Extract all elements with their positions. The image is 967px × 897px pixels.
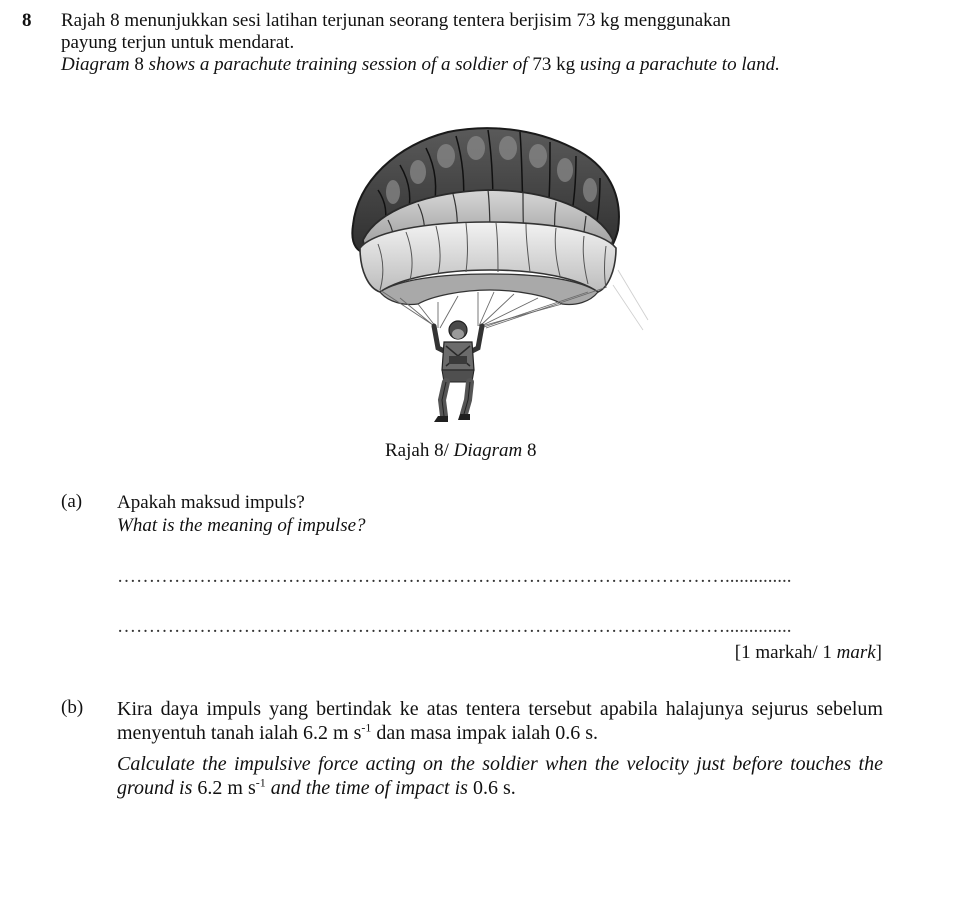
parachute-diagram — [318, 120, 654, 430]
caption-malay: Rajah 8/ — [385, 440, 449, 461]
answer-line-2[interactable]: …………………………………………………………………………………….............. — [117, 616, 792, 637]
intro-en-c: shows a parachute training session of a soldier of — [148, 54, 528, 75]
caption-number: 8 — [526, 440, 537, 461]
marks-close: ] — [875, 642, 882, 663]
intro-en-b: 8 — [134, 54, 144, 75]
intro-english — [61, 54, 881, 76]
soldier-figure — [434, 321, 482, 422]
part-b-english-value-2: 0.6 s. — [467, 777, 516, 799]
answer-line-1[interactable]: …………………………………………………………………………………….............. — [117, 566, 792, 587]
caption-english: Diagram — [453, 440, 523, 461]
part-a-malay: Apakah maksud impuls? — [117, 492, 305, 513]
part-a-question — [117, 491, 883, 537]
intro-en-a: Diagram — [61, 54, 130, 75]
canopy-inner — [360, 222, 616, 305]
part-b-malay-sup: -1 — [361, 720, 372, 735]
part-b-malay-text-2: dan masa impak ialah 0.6 s. — [371, 722, 599, 744]
part-b-english-text-2: and the time of impact is — [265, 777, 468, 799]
question-number: 8 — [22, 10, 32, 31]
part-b-malay — [117, 697, 883, 745]
intro-en-e: using a parachute to land. — [579, 54, 780, 75]
parachute-illustration — [318, 120, 654, 430]
intro-malay-line-1: Rajah 8 menunjukkan sesi latihan terjunan seorang tentera berjisim 73 kg menggunakan — [61, 10, 731, 31]
part-b-label: (b) — [61, 697, 84, 718]
intro-malay-line-2: payung terjun untuk mendarat. — [61, 32, 295, 53]
marks-allocation — [735, 642, 882, 664]
part-b-english-text: Calculate the impulsive force acting on the soldier when the velocity just before touches the ground is — [117, 753, 883, 799]
question-intro — [61, 10, 881, 76]
marks-english: mark — [836, 642, 876, 663]
part-a-label: (a) — [61, 491, 83, 512]
part-b-english-sup: -1 — [255, 775, 266, 790]
intro-en-d: 73 kg — [532, 54, 576, 75]
part-a-english: What is the meaning of impulse? — [117, 515, 366, 536]
marks-malay: [1 markah/ 1 — [734, 642, 832, 663]
part-b-english-value: 6.2 m s — [192, 777, 256, 799]
diagram-caption — [385, 440, 536, 462]
part-b-english — [117, 752, 883, 800]
part-b-malay-text: Kira daya impuls yang bertindak ke atas tentera tersebut apabila halajunya sejurus sebelum menyentuh tanah ialah 6.2 m s — [117, 698, 883, 744]
